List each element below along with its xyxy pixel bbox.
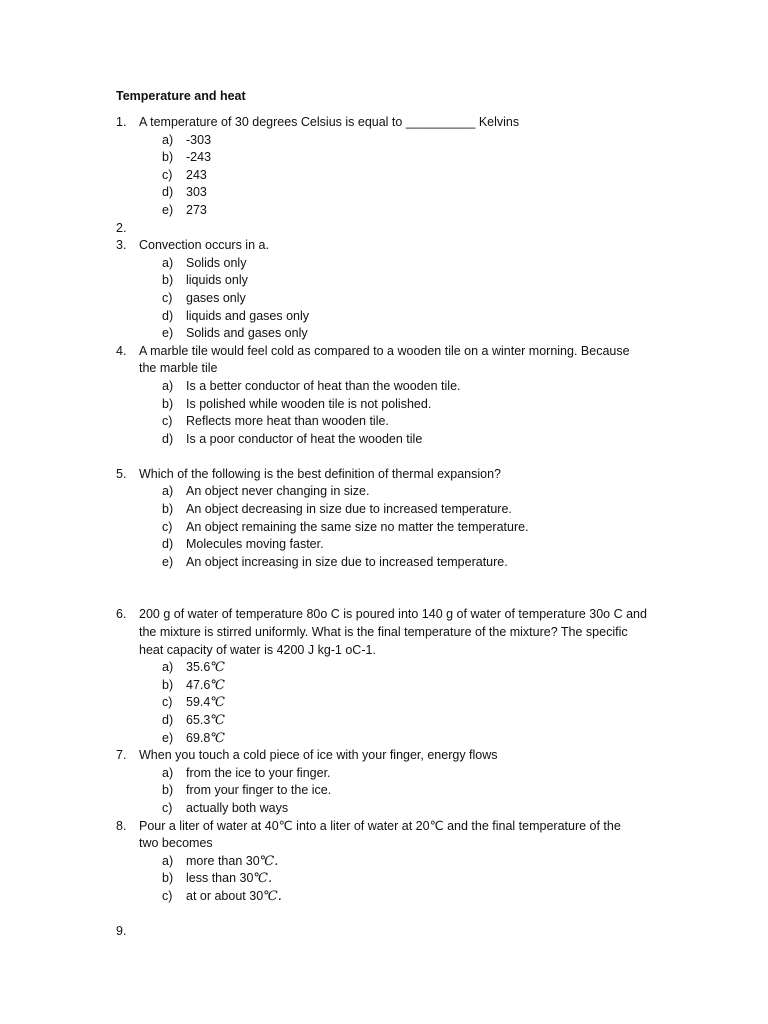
option-text	[186, 677, 225, 695]
option-text: gases only	[186, 290, 246, 305]
option-label: a)	[162, 484, 174, 499]
option	[0, 554, 768, 572]
degree-celsius-symbol: ℃	[210, 730, 225, 746]
option	[0, 132, 768, 150]
option-text	[186, 659, 225, 677]
option	[0, 782, 768, 800]
question-line	[0, 923, 768, 941]
option-label: a)	[162, 765, 174, 780]
option-value: 59.4	[186, 695, 211, 710]
question-1	[0, 114, 768, 220]
question-8	[0, 818, 768, 924]
option-label: b)	[162, 396, 174, 411]
question-number: 6.	[116, 607, 127, 622]
option-label: c)	[162, 800, 173, 815]
option-text: Reflects more heat than wooden tile.	[186, 414, 389, 429]
question-number: 2.	[116, 220, 127, 235]
option-text	[186, 694, 225, 712]
option-value: at or about 30	[186, 888, 264, 903]
option-label: b)	[162, 783, 174, 798]
option-text: Solids and gases only	[186, 326, 308, 341]
option	[0, 712, 768, 730]
option-label: c)	[162, 888, 173, 903]
option-text: 243	[186, 167, 207, 182]
option-label: b)	[162, 871, 174, 886]
question-number: 7.	[116, 748, 127, 763]
option-label: a)	[162, 378, 174, 393]
question-2	[0, 220, 768, 238]
option-value: 47.6	[186, 677, 211, 692]
question-text: Which of the following is the best definition of thermal expansion?	[139, 466, 502, 481]
question-line	[0, 220, 768, 238]
option-label: b)	[162, 677, 174, 692]
option	[0, 290, 768, 308]
option-text	[186, 888, 282, 906]
question-line	[0, 114, 768, 132]
option	[0, 255, 768, 273]
question-number: 1.	[116, 115, 127, 129]
option-value: more than 30	[186, 853, 260, 868]
question-text: the mixture is stirred uniformly. What is the final temperature of the mixture? The specific	[139, 625, 628, 640]
spacer	[0, 571, 768, 606]
option-label: e)	[162, 554, 174, 569]
option-label: d)	[162, 713, 174, 727]
option-text: liquids and gases only	[186, 308, 309, 323]
option	[0, 483, 768, 501]
option	[0, 800, 768, 818]
option-text: from your finger to the ice.	[186, 783, 332, 798]
option	[0, 202, 768, 220]
option-text: -243	[186, 150, 212, 165]
option-value: 35.6	[186, 660, 211, 675]
degree-celsius-symbol: ℃	[210, 713, 225, 728]
degree-celsius-symbol: ℃	[210, 695, 225, 711]
question-number: 9.	[116, 924, 127, 939]
question-number: 5.	[116, 466, 127, 481]
option-label: d)	[162, 431, 174, 446]
option-text	[186, 853, 278, 871]
question-line	[0, 360, 768, 378]
option-label: c)	[162, 695, 173, 710]
question-text: two becomes	[139, 836, 213, 851]
question-line	[0, 835, 768, 853]
option	[0, 272, 768, 290]
option-text: An object decreasing in size due to increased temperature.	[186, 502, 512, 517]
option-text: from the ice to your finger.	[186, 765, 331, 780]
question-list	[0, 114, 768, 941]
question-9	[0, 923, 768, 941]
option-label: d)	[162, 308, 174, 323]
option	[0, 149, 768, 167]
degree-celsius-symbol: ℃.	[263, 888, 282, 904]
option-label: a)	[162, 255, 174, 270]
question-text: When you touch a cold piece of ice with your finger, energy flows	[139, 748, 498, 763]
option	[0, 677, 768, 695]
option-label: c)	[162, 414, 173, 429]
option	[0, 378, 768, 396]
question-4	[0, 343, 768, 466]
option-label: e)	[162, 202, 174, 217]
question-line	[0, 606, 768, 624]
question-text: Pour a liter of water at 40℃ into a liter of water at 20℃ and the final temperature of the	[139, 818, 621, 833]
degree-celsius-symbol: ℃	[210, 677, 225, 693]
option-label: c)	[162, 290, 173, 305]
option-text: -303	[186, 132, 212, 147]
question-text: heat capacity of water is 4200 J kg-1 oC-1.	[139, 642, 376, 657]
option-label: b)	[162, 502, 174, 517]
option	[0, 431, 768, 449]
question-5	[0, 466, 768, 607]
option-text: 273	[186, 202, 207, 217]
option-text: actually both ways	[186, 800, 289, 815]
option-value: less than 30	[186, 871, 254, 886]
option-label: e)	[162, 730, 174, 745]
option	[0, 870, 768, 888]
option	[0, 694, 768, 712]
option-label: a)	[162, 132, 174, 147]
option-text: liquids only	[186, 273, 248, 288]
question-text: A temperature of 30 degrees Celsius is equal to __________ Kelvins	[139, 115, 520, 129]
option-text	[186, 730, 225, 748]
option-text: An object remaining the same size no matter the temperature.	[186, 519, 529, 534]
option-label: b)	[162, 150, 174, 165]
option	[0, 519, 768, 537]
question-text: Convection occurs in a.	[139, 238, 269, 253]
option-label: a)	[162, 853, 174, 868]
question-text: 200 g of water of temperature 80o C is poured into 140 g of water of temperature 30o C and	[139, 607, 647, 622]
option	[0, 167, 768, 185]
option-label: c)	[162, 167, 173, 182]
option-value: 69.8	[186, 730, 211, 745]
option-text: 303	[186, 185, 207, 200]
option-value: 65.3	[186, 713, 211, 727]
option	[0, 888, 768, 906]
question-line	[0, 624, 768, 642]
question-text: A marble tile would feel cold as compared to a wooden tile on a winter morning. Because	[139, 343, 630, 358]
option-text: Is polished while wooden tile is not polished.	[186, 396, 432, 411]
option-label: e)	[162, 326, 174, 341]
option-label: d)	[162, 185, 174, 200]
question-number: 4.	[116, 343, 127, 358]
option-text: Molecules moving faster.	[186, 537, 324, 552]
question-number: 3.	[116, 238, 127, 253]
question-6	[0, 606, 768, 747]
option-text: An object never changing in size.	[186, 484, 370, 499]
document-title: Temperature and heat	[116, 89, 246, 103]
degree-celsius-symbol: ℃.	[253, 871, 273, 887]
option	[0, 853, 768, 871]
option-label: b)	[162, 273, 174, 288]
question-line	[0, 343, 768, 361]
question-line	[0, 466, 768, 484]
spacer	[0, 448, 768, 466]
question-text: the marble tile	[139, 361, 218, 376]
question-line	[0, 642, 768, 660]
question-line	[0, 818, 768, 836]
option	[0, 413, 768, 431]
option-text: Solids only	[186, 255, 247, 270]
option	[0, 396, 768, 414]
option	[0, 730, 768, 748]
spacer	[0, 906, 768, 924]
option	[0, 765, 768, 783]
option-text: Is a poor conductor of heat the wooden tile	[186, 431, 423, 446]
option-text	[186, 870, 272, 888]
option	[0, 501, 768, 519]
question-3	[0, 237, 768, 343]
option	[0, 536, 768, 554]
question-line	[0, 237, 768, 255]
question-number: 8.	[116, 818, 127, 833]
option-label: c)	[162, 519, 173, 534]
option-label: a)	[162, 660, 174, 675]
option	[0, 308, 768, 326]
option	[0, 659, 768, 677]
option	[0, 325, 768, 343]
degree-celsius-symbol: ℃	[210, 660, 225, 676]
option-text: Is a better conductor of heat than the wooden tile.	[186, 378, 461, 393]
option-label: d)	[162, 537, 174, 552]
option	[0, 184, 768, 202]
question-7	[0, 747, 768, 817]
question-line	[0, 747, 768, 765]
option-text	[186, 712, 225, 730]
option-text: An object increasing in size due to increased temperature.	[186, 554, 508, 569]
degree-celsius-symbol: ℃.	[259, 853, 279, 869]
